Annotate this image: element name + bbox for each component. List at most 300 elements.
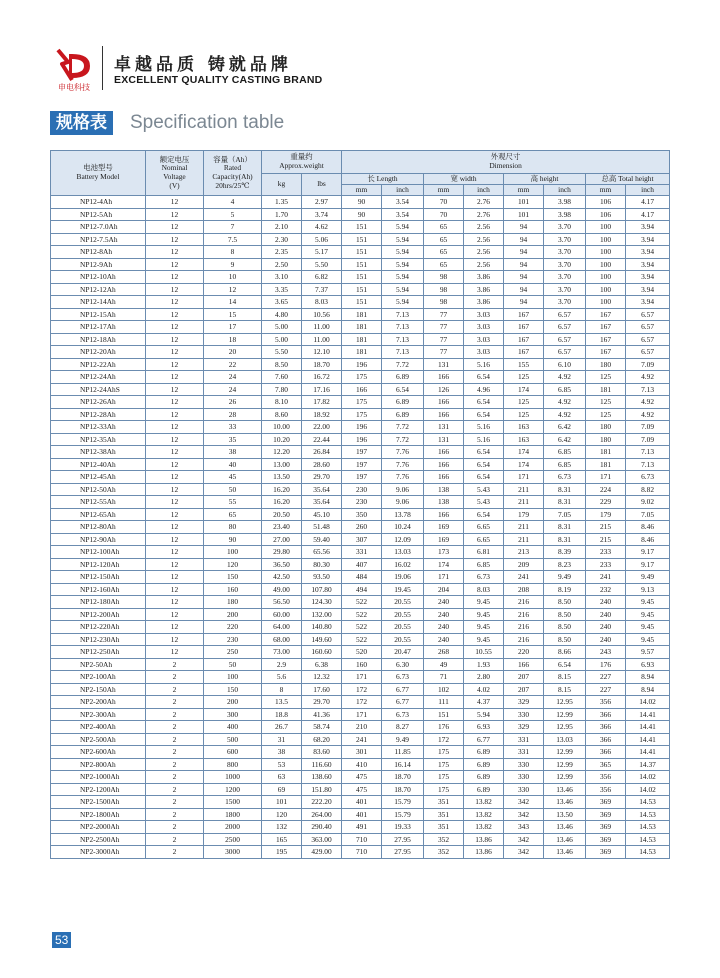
cell-height-inch: 7.05 <box>544 508 586 521</box>
cell-total-height-inch: 9.57 <box>626 646 670 659</box>
cell-weight-kg: 13.5 <box>262 696 302 709</box>
cell-width-inch: 9.45 <box>464 608 504 621</box>
table-row <box>51 233 670 246</box>
cell-length-inch: 19.45 <box>382 583 424 596</box>
table-row <box>51 333 670 346</box>
cell-width-mm: 65 <box>424 233 464 246</box>
cell-voltage: 12 <box>146 571 204 584</box>
cell-height-mm: 216 <box>504 596 544 609</box>
cell-capacity: 150 <box>204 571 262 584</box>
cell-height-mm: 94 <box>504 283 544 296</box>
cell-total-height-mm: 100 <box>586 271 626 284</box>
cell-voltage: 2 <box>146 671 204 684</box>
cell-length-inch: 9.06 <box>382 483 424 496</box>
cell-weight-kg: 68.00 <box>262 633 302 646</box>
table-row <box>51 771 670 784</box>
cell-voltage: 12 <box>146 521 204 534</box>
cell-height-mm: 163 <box>504 433 544 446</box>
cell-total-height-mm: 100 <box>586 283 626 296</box>
cell-height-inch: 13.46 <box>544 821 586 834</box>
cell-weight-lbs: 11.00 <box>302 333 342 346</box>
cell-capacity: 14 <box>204 296 262 309</box>
cell-weight-kg: 101 <box>262 796 302 809</box>
cell-weight-kg: 2.30 <box>262 233 302 246</box>
cell-height-inch: 8.50 <box>544 608 586 621</box>
cell-weight-lbs: 264.00 <box>302 808 342 821</box>
cell-total-height-mm: 106 <box>586 196 626 209</box>
cell-voltage: 12 <box>146 646 204 659</box>
cell-weight-kg: 16.20 <box>262 496 302 509</box>
cell-weight-lbs: 12.10 <box>302 346 342 359</box>
cell-weight-kg: 3.35 <box>262 283 302 296</box>
cell-width-mm: 70 <box>424 196 464 209</box>
cell-width-mm: 175 <box>424 771 464 784</box>
cell-width-mm: 102 <box>424 683 464 696</box>
header-voltage-en2: Voltage <box>163 172 186 181</box>
cell-height-mm: 94 <box>504 296 544 309</box>
cell-length-mm: 230 <box>342 483 382 496</box>
cell-width-inch: 5.94 <box>464 708 504 721</box>
cell-capacity: 22 <box>204 358 262 371</box>
cell-total-height-inch: 6.73 <box>626 471 670 484</box>
cell-length-mm: 494 <box>342 583 382 596</box>
cell-total-height-mm: 167 <box>586 333 626 346</box>
table-row <box>51 696 670 709</box>
cell-total-height-mm: 356 <box>586 783 626 796</box>
cell-length-mm: 90 <box>342 208 382 221</box>
cell-total-height-inch: 4.92 <box>626 408 670 421</box>
cell-voltage: 12 <box>146 333 204 346</box>
table-row <box>51 746 670 759</box>
cell-model: NP12-38Ah <box>51 446 146 459</box>
cell-weight-kg: 2.50 <box>262 258 302 271</box>
cell-model: NP2-400Ah <box>51 721 146 734</box>
cell-total-height-inch: 3.94 <box>626 233 670 246</box>
table-header <box>51 151 670 196</box>
cell-width-inch: 5.43 <box>464 483 504 496</box>
cell-width-inch: 6.89 <box>464 746 504 759</box>
cell-weight-kg: 18.8 <box>262 708 302 721</box>
header-capacity-cn: 容量（Ah） <box>213 154 252 164</box>
cell-width-inch: 3.03 <box>464 321 504 334</box>
cell-weight-lbs: 7.37 <box>302 283 342 296</box>
cell-length-inch: 20.47 <box>382 646 424 659</box>
cell-width-mm: 71 <box>424 671 464 684</box>
cell-model: NP2-150Ah <box>51 683 146 696</box>
cell-length-mm: 171 <box>342 671 382 684</box>
header-dimension-en: Dimension <box>489 161 522 170</box>
cell-capacity: 500 <box>204 733 262 746</box>
cell-weight-lbs: 6.82 <box>302 271 342 284</box>
cell-total-height-mm: 125 <box>586 371 626 384</box>
cell-height-inch: 6.57 <box>544 321 586 334</box>
cell-height-inch: 4.92 <box>544 396 586 409</box>
cell-weight-lbs: 68.20 <box>302 733 342 746</box>
cell-height-mm: 216 <box>504 621 544 634</box>
cell-length-mm: 210 <box>342 721 382 734</box>
cell-height-mm: 342 <box>504 808 544 821</box>
cell-voltage: 12 <box>146 583 204 596</box>
cell-height-inch: 6.10 <box>544 358 586 371</box>
cell-height-inch: 3.98 <box>544 208 586 221</box>
cell-model: NP12-50Ah <box>51 483 146 496</box>
cell-total-height-mm: 167 <box>586 346 626 359</box>
table-row <box>51 283 670 296</box>
cell-voltage: 12 <box>146 608 204 621</box>
cell-width-inch: 4.02 <box>464 683 504 696</box>
cell-total-height-mm: 366 <box>586 746 626 759</box>
cell-weight-kg: 2.9 <box>262 658 302 671</box>
cell-weight-kg: 120 <box>262 808 302 821</box>
cell-length-inch: 6.54 <box>382 383 424 396</box>
cell-total-height-inch: 14.41 <box>626 733 670 746</box>
table-row <box>51 421 670 434</box>
cell-length-mm: 407 <box>342 558 382 571</box>
cell-length-mm: 491 <box>342 821 382 834</box>
cell-total-height-mm: 365 <box>586 758 626 771</box>
cell-weight-lbs: 4.62 <box>302 221 342 234</box>
cell-weight-lbs: 26.84 <box>302 446 342 459</box>
cell-capacity: 24 <box>204 383 262 396</box>
cell-capacity: 100 <box>204 546 262 559</box>
cell-total-height-mm: 369 <box>586 846 626 859</box>
cell-weight-kg: 8.60 <box>262 408 302 421</box>
cell-total-height-mm: 240 <box>586 621 626 634</box>
cell-width-inch: 13.82 <box>464 821 504 834</box>
cell-width-inch: 6.81 <box>464 546 504 559</box>
cell-total-height-mm: 180 <box>586 358 626 371</box>
cell-height-mm: 94 <box>504 233 544 246</box>
cell-total-height-inch: 14.41 <box>626 708 670 721</box>
cell-width-mm: 166 <box>424 396 464 409</box>
cell-length-mm: 181 <box>342 333 382 346</box>
cell-width-mm: 175 <box>424 783 464 796</box>
cell-height-inch: 4.92 <box>544 371 586 384</box>
cell-length-mm: 522 <box>342 633 382 646</box>
table-row <box>51 196 670 209</box>
cell-total-height-inch: 9.45 <box>626 621 670 634</box>
cell-height-inch: 12.99 <box>544 771 586 784</box>
header-length-inch: inch <box>382 185 424 196</box>
cell-height-mm: 211 <box>504 496 544 509</box>
cell-width-inch: 3.86 <box>464 271 504 284</box>
cell-weight-kg: 64.00 <box>262 621 302 634</box>
logo-caption: 申电科技 <box>58 83 90 92</box>
cell-weight-lbs: 10.56 <box>302 308 342 321</box>
cell-height-mm: 94 <box>504 246 544 259</box>
cell-weight-kg: 5.6 <box>262 671 302 684</box>
cell-total-height-mm: 227 <box>586 671 626 684</box>
cell-width-mm: 352 <box>424 833 464 846</box>
cell-model: NP12-24AhS <box>51 383 146 396</box>
cell-weight-lbs: 12.32 <box>302 671 342 684</box>
table-row <box>51 821 670 834</box>
cell-total-height-inch: 9.17 <box>626 546 670 559</box>
cell-width-mm: 65 <box>424 246 464 259</box>
cell-total-height-inch: 3.94 <box>626 271 670 284</box>
cell-voltage: 12 <box>146 358 204 371</box>
cell-capacity: 50 <box>204 658 262 671</box>
cell-voltage: 12 <box>146 633 204 646</box>
header-capacity-en1: Rated <box>223 163 242 173</box>
cell-length-mm: 151 <box>342 283 382 296</box>
cell-width-mm: 98 <box>424 283 464 296</box>
cell-capacity: 38 <box>204 446 262 459</box>
cell-total-height-inch: 14.02 <box>626 696 670 709</box>
cell-voltage: 12 <box>146 508 204 521</box>
cell-voltage: 2 <box>146 658 204 671</box>
header-dimension <box>342 151 670 174</box>
cell-capacity: 7 <box>204 221 262 234</box>
cell-length-mm: 181 <box>342 346 382 359</box>
cell-height-mm: 125 <box>504 408 544 421</box>
cell-total-height-mm: 179 <box>586 508 626 521</box>
cell-weight-lbs: 22.44 <box>302 433 342 446</box>
cell-weight-lbs: 8.03 <box>302 296 342 309</box>
cell-length-inch: 6.89 <box>382 408 424 421</box>
cell-length-inch: 5.94 <box>382 258 424 271</box>
cell-width-inch: 9.45 <box>464 596 504 609</box>
cell-weight-lbs: 132.00 <box>302 608 342 621</box>
cell-width-inch: 6.54 <box>464 446 504 459</box>
cell-length-inch: 7.76 <box>382 446 424 459</box>
header-voltage-en1: Nominal <box>161 163 188 173</box>
cell-model: NP2-50Ah <box>51 658 146 671</box>
cell-length-inch: 6.73 <box>382 671 424 684</box>
cell-model: NP12-20Ah <box>51 346 146 359</box>
cell-height-inch: 8.50 <box>544 596 586 609</box>
cell-length-inch: 13.03 <box>382 546 424 559</box>
cell-length-inch: 7.13 <box>382 308 424 321</box>
cell-total-height-inch: 14.53 <box>626 821 670 834</box>
cell-weight-lbs: 107.80 <box>302 583 342 596</box>
cell-weight-lbs: 290.40 <box>302 821 342 834</box>
cell-height-inch: 8.23 <box>544 558 586 571</box>
cell-capacity: 250 <box>204 646 262 659</box>
cell-height-inch: 3.70 <box>544 271 586 284</box>
cell-length-inch: 5.94 <box>382 233 424 246</box>
cell-weight-kg: 60.00 <box>262 608 302 621</box>
cell-weight-lbs: 5.17 <box>302 246 342 259</box>
cell-weight-lbs: 429.00 <box>302 846 342 859</box>
header-capacity-en3: 20hrs/25℃ <box>215 180 250 190</box>
cell-width-inch: 6.54 <box>464 458 504 471</box>
cell-width-inch: 6.65 <box>464 533 504 546</box>
cell-weight-lbs: 2.97 <box>302 196 342 209</box>
cell-weight-lbs: 17.82 <box>302 396 342 409</box>
cell-length-inch: 7.72 <box>382 358 424 371</box>
cell-total-height-inch: 14.41 <box>626 746 670 759</box>
cell-length-mm: 522 <box>342 621 382 634</box>
cell-voltage: 2 <box>146 708 204 721</box>
cell-length-mm: 522 <box>342 608 382 621</box>
cell-length-mm: 172 <box>342 683 382 696</box>
cell-length-mm: 151 <box>342 221 382 234</box>
cell-total-height-mm: 233 <box>586 546 626 559</box>
cell-length-mm: 175 <box>342 408 382 421</box>
cell-model: NP2-200Ah <box>51 696 146 709</box>
cell-capacity: 15 <box>204 308 262 321</box>
cell-voltage: 2 <box>146 846 204 859</box>
cell-total-height-mm: 176 <box>586 658 626 671</box>
cell-weight-lbs: 18.92 <box>302 408 342 421</box>
cell-width-inch: 6.65 <box>464 521 504 534</box>
cell-total-height-mm: 100 <box>586 258 626 271</box>
cell-weight-lbs: 16.72 <box>302 371 342 384</box>
cell-width-inch: 2.76 <box>464 196 504 209</box>
cell-weight-lbs: 5.06 <box>302 233 342 246</box>
cell-width-inch: 13.82 <box>464 808 504 821</box>
cell-total-height-inch: 14.53 <box>626 808 670 821</box>
cell-weight-lbs: 41.36 <box>302 708 342 721</box>
cell-weight-kg: 10.20 <box>262 433 302 446</box>
cell-width-inch: 2.76 <box>464 208 504 221</box>
cell-width-inch: 13.86 <box>464 846 504 859</box>
cell-length-inch: 7.13 <box>382 346 424 359</box>
cell-total-height-inch: 4.17 <box>626 196 670 209</box>
cell-width-inch: 13.86 <box>464 833 504 846</box>
table-row <box>51 721 670 734</box>
cell-model: NP2-3000Ah <box>51 846 146 859</box>
cell-width-mm: 240 <box>424 596 464 609</box>
cell-length-inch: 7.76 <box>382 458 424 471</box>
cell-length-mm: 181 <box>342 308 382 321</box>
cell-total-height-inch: 8.46 <box>626 521 670 534</box>
table-row <box>51 458 670 471</box>
cell-length-mm: 520 <box>342 646 382 659</box>
cell-length-inch: 5.94 <box>382 271 424 284</box>
cell-capacity: 7.5 <box>204 233 262 246</box>
header-weight <box>262 151 342 174</box>
cell-height-inch: 8.31 <box>544 533 586 546</box>
table-row <box>51 371 670 384</box>
cell-capacity: 35 <box>204 433 262 446</box>
cell-weight-lbs: 51.48 <box>302 521 342 534</box>
header-kg: kg <box>262 174 302 196</box>
table-row <box>51 733 670 746</box>
page-number: 53 <box>52 932 71 948</box>
header-model-cn: 电池型号 <box>83 163 113 173</box>
cell-length-inch: 19.06 <box>382 571 424 584</box>
cell-voltage: 12 <box>146 283 204 296</box>
cell-length-mm: 181 <box>342 321 382 334</box>
cell-model: NP12-7.0Ah <box>51 221 146 234</box>
cell-capacity: 150 <box>204 683 262 696</box>
cell-total-height-inch: 7.13 <box>626 383 670 396</box>
cell-height-mm: 171 <box>504 471 544 484</box>
cell-total-height-inch: 14.53 <box>626 796 670 809</box>
cell-height-inch: 6.54 <box>544 658 586 671</box>
cell-total-height-inch: 8.46 <box>626 533 670 546</box>
cell-height-mm: 220 <box>504 646 544 659</box>
cell-length-mm: 484 <box>342 571 382 584</box>
cell-total-height-mm: 125 <box>586 396 626 409</box>
cell-width-mm: 204 <box>424 583 464 596</box>
table-row <box>51 808 670 821</box>
table-row <box>51 471 670 484</box>
cell-capacity: 18 <box>204 333 262 346</box>
cell-capacity: 17 <box>204 321 262 334</box>
cell-weight-kg: 3.10 <box>262 271 302 284</box>
table-row <box>51 758 670 771</box>
cell-height-mm: 94 <box>504 258 544 271</box>
cell-length-inch: 7.72 <box>382 433 424 446</box>
header-length-mm: mm <box>342 185 382 196</box>
cell-capacity: 1500 <box>204 796 262 809</box>
cell-capacity: 600 <box>204 746 262 759</box>
cell-weight-lbs: 59.40 <box>302 533 342 546</box>
cell-voltage: 2 <box>146 796 204 809</box>
cell-height-mm: 167 <box>504 321 544 334</box>
cell-capacity: 1200 <box>204 783 262 796</box>
cell-height-mm: 155 <box>504 358 544 371</box>
cell-model: NP12-9Ah <box>51 258 146 271</box>
cell-total-height-inch: 7.13 <box>626 446 670 459</box>
cell-voltage: 2 <box>146 808 204 821</box>
cell-width-mm: 65 <box>424 258 464 271</box>
cell-length-inch: 18.70 <box>382 771 424 784</box>
header-capacity-en2: Capacity(Ah) <box>212 172 253 181</box>
cell-length-inch: 27.95 <box>382 846 424 859</box>
cell-width-inch: 6.54 <box>464 396 504 409</box>
cell-weight-kg: 5.00 <box>262 321 302 334</box>
cell-length-inch: 3.54 <box>382 208 424 221</box>
cell-capacity: 1000 <box>204 771 262 784</box>
cell-length-mm: 241 <box>342 733 382 746</box>
cell-length-mm: 196 <box>342 421 382 434</box>
cell-height-inch: 8.66 <box>544 646 586 659</box>
cell-width-mm: 351 <box>424 796 464 809</box>
cell-voltage: 12 <box>146 346 204 359</box>
cell-voltage: 12 <box>146 221 204 234</box>
cell-length-inch: 20.55 <box>382 633 424 646</box>
cell-height-mm: 329 <box>504 721 544 734</box>
cell-height-inch: 6.57 <box>544 333 586 346</box>
cell-height-inch: 3.70 <box>544 233 586 246</box>
cell-weight-kg: 38 <box>262 746 302 759</box>
cell-length-inch: 7.76 <box>382 471 424 484</box>
cell-height-mm: 330 <box>504 708 544 721</box>
header-model <box>51 151 146 196</box>
cell-total-height-inch: 3.94 <box>626 296 670 309</box>
cell-weight-kg: 165 <box>262 833 302 846</box>
cell-voltage: 12 <box>146 383 204 396</box>
cell-voltage: 12 <box>146 296 204 309</box>
cell-capacity: 90 <box>204 533 262 546</box>
cell-width-mm: 351 <box>424 808 464 821</box>
cell-width-inch: 6.54 <box>464 408 504 421</box>
cell-height-inch: 8.31 <box>544 496 586 509</box>
cell-length-inch: 16.02 <box>382 558 424 571</box>
cell-length-inch: 12.09 <box>382 533 424 546</box>
cell-height-mm: 207 <box>504 683 544 696</box>
cell-weight-lbs: 17.60 <box>302 683 342 696</box>
cell-weight-kg: 4.80 <box>262 308 302 321</box>
header-total-height-mm: mm <box>586 185 626 196</box>
cell-voltage: 12 <box>146 196 204 209</box>
cell-height-inch: 13.46 <box>544 833 586 846</box>
cell-height-mm: 331 <box>504 746 544 759</box>
cell-length-mm: 160 <box>342 658 382 671</box>
cell-width-mm: 138 <box>424 483 464 496</box>
cell-weight-kg: 7.80 <box>262 383 302 396</box>
cell-weight-kg: 73.00 <box>262 646 302 659</box>
cell-capacity: 2500 <box>204 833 262 846</box>
cell-length-inch: 9.49 <box>382 733 424 746</box>
cell-voltage: 12 <box>146 458 204 471</box>
header-height: 高 height <box>504 174 586 185</box>
cell-model: NP2-600Ah <box>51 746 146 759</box>
